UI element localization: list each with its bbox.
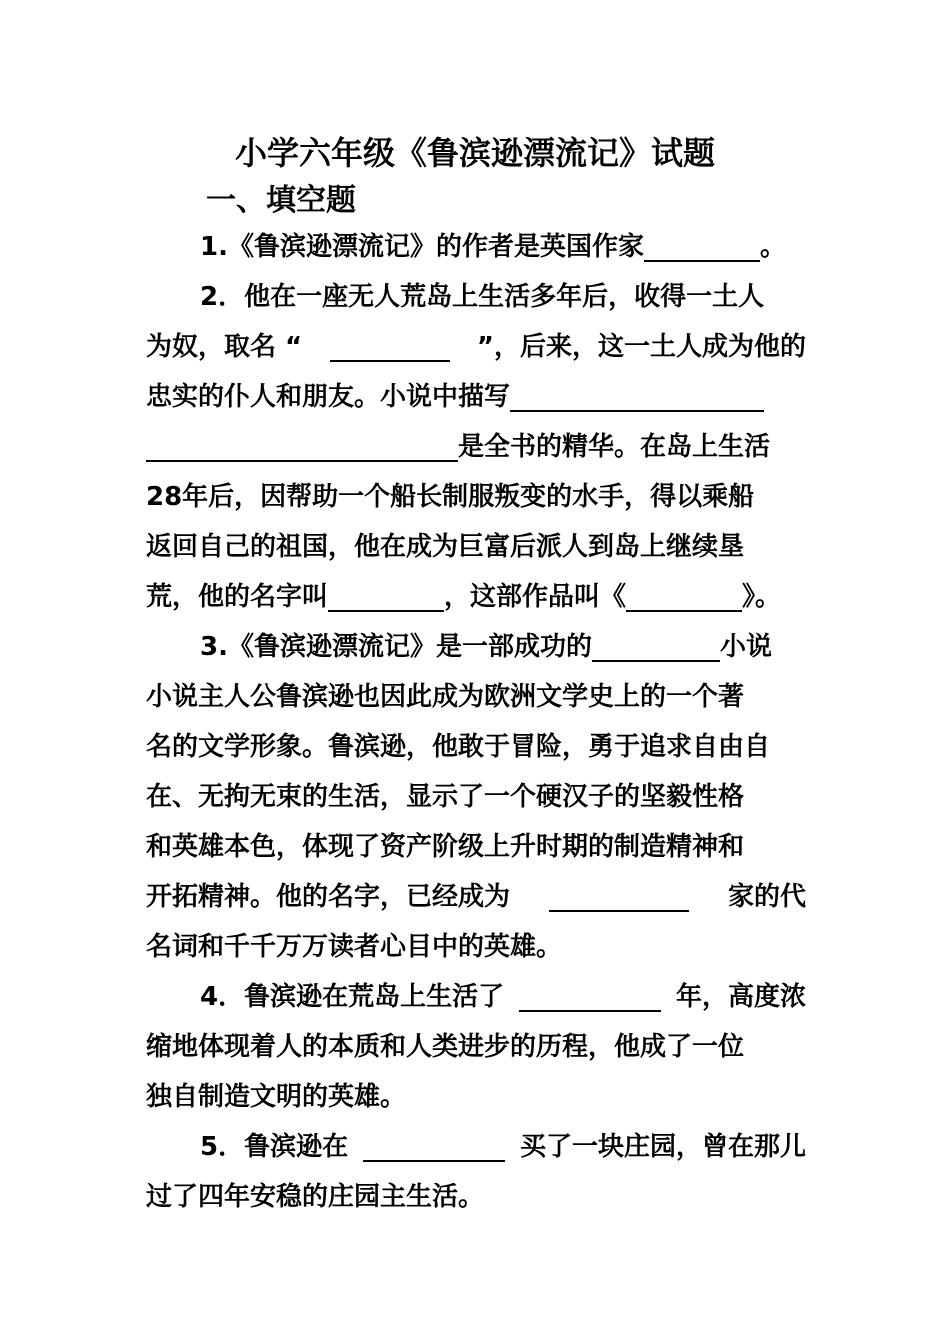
- text-segment: 名的文学形象。鲁滨逊，他敢于冒险，勇于追求自由自: [146, 732, 771, 762]
- text-segment: 2．他在一座无人荒岛上生活多年后，收得一土人: [200, 282, 765, 312]
- text-line: [146, 1022, 806, 1072]
- text-segment: 缩地体现着人的本质和人类进步的历程，他成了一位: [146, 1032, 745, 1062]
- answer-blank: [644, 232, 760, 262]
- answer-blank: [549, 882, 689, 912]
- text-segment: 荒，他的名字叫: [146, 582, 329, 612]
- text-segment: 小说主人公鲁滨逊也因此成为欧洲文学史上的一个著: [146, 682, 745, 712]
- section-heading: 一、填空题: [206, 183, 356, 218]
- text-segment: 28年后，因帮助一个船长制服叛变的水手，得以乘船: [146, 482, 755, 512]
- answer-blank: [626, 582, 742, 612]
- text-line: [146, 772, 806, 822]
- text-segment: 》。: [742, 582, 782, 612]
- page-title: 小学六年级《鲁滨逊漂流记》试题: [234, 134, 715, 172]
- text-segment: ，这部作品叫《: [444, 582, 627, 612]
- text-segment: 名词和千千万万读者心目中的英雄。: [146, 932, 563, 962]
- text-line: [200, 272, 806, 322]
- text-line: [200, 972, 806, 1022]
- text-line: [200, 222, 806, 272]
- text-line: [146, 422, 806, 472]
- text-segment: 家的代: [727, 882, 806, 912]
- text-line: [146, 722, 806, 772]
- text-segment: 独自制造文明的英雄。: [146, 1082, 407, 1112]
- text-line: [146, 472, 806, 522]
- answer-blank: [146, 432, 458, 462]
- answer-blank: [330, 332, 450, 362]
- answer-blank: [592, 632, 720, 662]
- answer-blank: [363, 1132, 505, 1162]
- text-segment: ”，后来，这一土人成为他的: [476, 332, 806, 362]
- text-line: [146, 522, 806, 572]
- text-segment: 开拓精神。他的名字，已经成为: [146, 882, 511, 912]
- text-segment: 在、无拘无束的生活，显示了一个硬汉子的坚毅性格: [146, 782, 745, 812]
- text-segment: 5．鲁滨逊在: [200, 1132, 349, 1162]
- text-segment: 4．鲁滨逊在荒岛上生活了: [200, 982, 505, 1012]
- text-segment: 小说: [719, 632, 772, 662]
- answer-blank: [519, 982, 661, 1012]
- text-segment: 。: [759, 232, 786, 262]
- answer-blank: [328, 582, 444, 612]
- text-segment: 返回自己的祖国，他在成为巨富后派人到岛上继续垦: [146, 532, 745, 562]
- text-segment: 忠实的仆人和朋友。小说中描写: [146, 382, 511, 412]
- text-line: [146, 922, 806, 972]
- text-line: [200, 622, 806, 672]
- text-segment: 是全书的精华。在岛上生活: [458, 432, 771, 462]
- text-segment: 1.《鲁滨逊漂流记》的作者是英国作家: [200, 232, 644, 262]
- text-line: [200, 1122, 806, 1172]
- text-segment: 买了一块庄园，曾在那儿: [519, 1132, 806, 1162]
- text-segment: 年，高度浓: [675, 982, 806, 1012]
- text-segment: 3.《鲁滨逊漂流记》是一部成功的: [200, 632, 592, 662]
- text-line: [146, 822, 806, 872]
- text-line: [146, 572, 806, 622]
- text-line: [146, 872, 806, 922]
- text-line: [146, 372, 806, 422]
- text-line: [146, 672, 806, 722]
- text-segment: 和英雄本色，体现了资产阶级上升时期的制造精神和: [146, 832, 745, 862]
- text-line: [146, 322, 806, 372]
- answer-blank: [510, 382, 764, 412]
- text-segment: 为奴，取名 “: [146, 332, 303, 362]
- text-line: [146, 1172, 806, 1222]
- text-segment: 过了四年安稳的庄园主生活。: [146, 1182, 485, 1212]
- text-line: [146, 1072, 806, 1122]
